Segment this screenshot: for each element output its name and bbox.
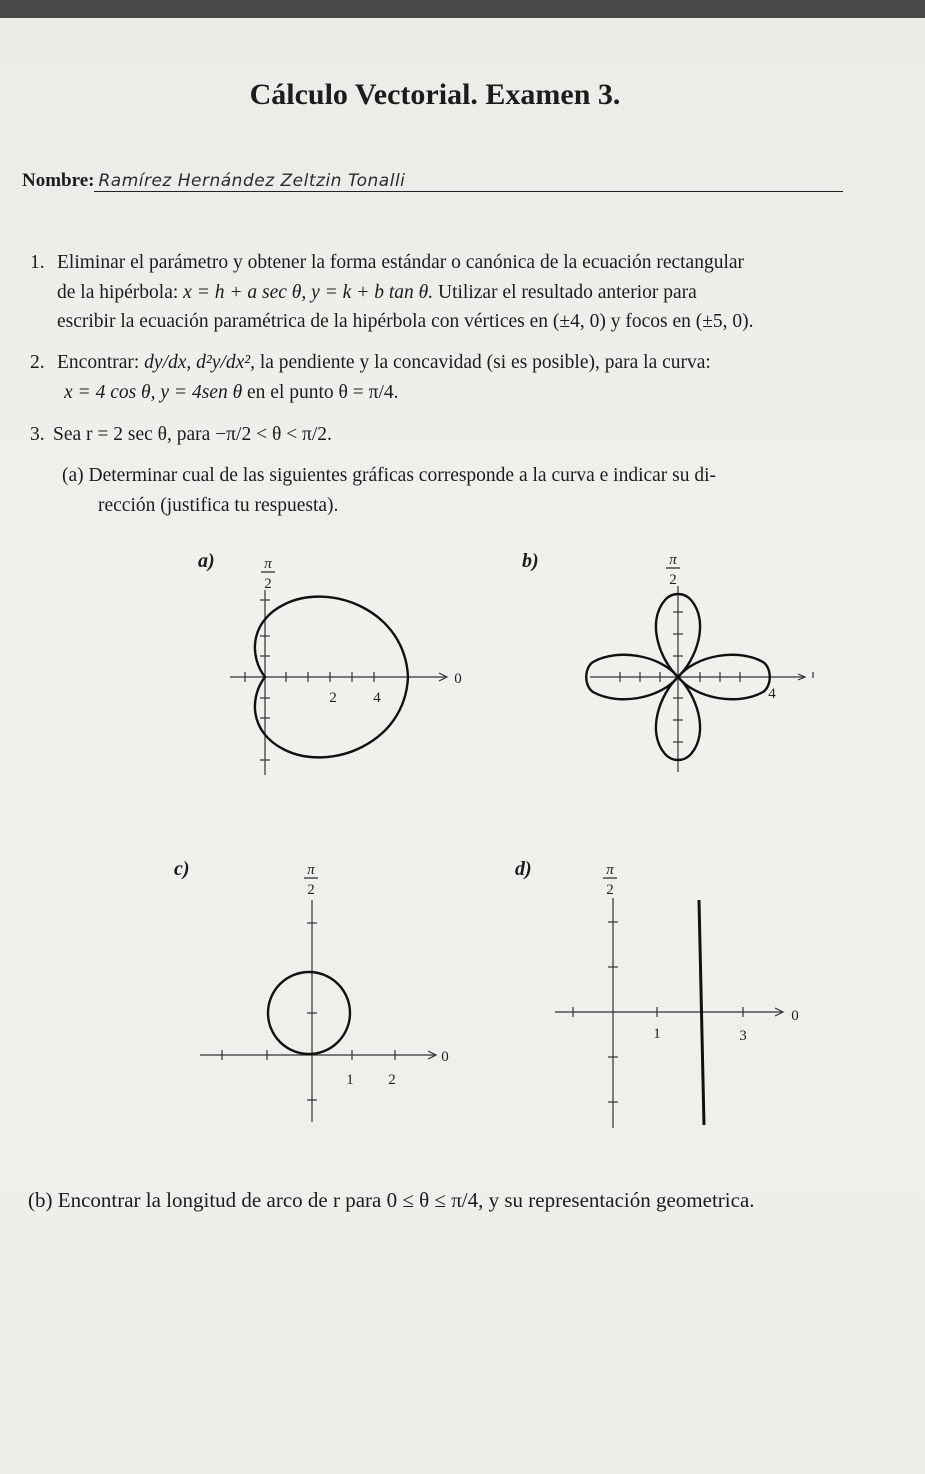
- graph-d-label: d): [515, 858, 532, 880]
- q1-line2: [57, 278, 697, 307]
- q1-line1: Eliminar el parámetro y obtener la forma estándar o canónica de la ecuación rectangular: [57, 252, 745, 273]
- q3-number: 3.: [30, 424, 45, 445]
- graph-b: [560, 550, 830, 780]
- graph-c-label: c): [174, 858, 190, 880]
- graph-c-tick-1: 1: [346, 1072, 354, 1088]
- graph-c-pi: π: [307, 862, 315, 878]
- graph-c-two: 2: [307, 882, 315, 898]
- q1-number: 1.: [30, 252, 45, 273]
- graph-a-label: a): [198, 550, 215, 572]
- q2-line1-text: Encontrar:: [57, 352, 140, 373]
- graph-c-zero: 0: [441, 1049, 449, 1065]
- q1-line2-text-b: Utilizar el resultado anterior para: [438, 282, 697, 303]
- name-row: [22, 170, 862, 192]
- q3b-statement: (b) Encontrar la longitud de arco de r para 0 ≤ θ ≤ π/4, y su representación geometrica.: [28, 1188, 755, 1212]
- q1-line3: escribir la ecuación paramétrica de la hipérbola con vértices en (±4, 0) y focos en (±5, 0).: [57, 311, 754, 332]
- q2-line1: [57, 348, 711, 377]
- q2-derivatives: dy/dx, d²y/dx²,: [144, 352, 255, 373]
- graph-a-two: 2: [264, 576, 272, 592]
- graph-c: [195, 860, 465, 1130]
- graph-d-pi: π: [606, 862, 614, 878]
- graph-d: [545, 860, 815, 1135]
- graph-d-two: 2: [606, 882, 614, 898]
- name-label: Nombre:: [22, 170, 95, 191]
- graph-d-tick-3: 3: [739, 1028, 747, 1044]
- q2-line1-text-b: la pendiente y la concavidad (si es posible), para la curva:: [259, 352, 711, 373]
- graph-d-tick-1: 1: [653, 1026, 661, 1042]
- q2-curve-eq: x = 4 cos θ, y = 4sen θ: [64, 382, 243, 403]
- q2-line2: [64, 378, 399, 407]
- graph-a-pi: π: [264, 556, 272, 572]
- graph-b-label: b): [522, 550, 539, 572]
- graph-d-zero: 0: [791, 1008, 799, 1024]
- graph-a: [220, 550, 480, 780]
- q2-number: 2.: [30, 352, 45, 373]
- q3-statement: Sea r = 2 sec θ, para −π/2 < θ < π/2.: [53, 424, 332, 445]
- q2-point: en el punto θ = π/4.: [247, 382, 399, 403]
- graph-a-zero: 0: [454, 671, 462, 687]
- q3a-line1: (a) Determinar cual de las siguientes gráficas corresponde a la curva e indicar su di-: [62, 465, 717, 486]
- graph-b-two: 2: [669, 572, 677, 588]
- exam-title: Cálculo Vectorial. Examen 3.: [249, 78, 621, 111]
- q1-hyperbola-eq: x = h + a sec θ, y = k + b tan θ.: [183, 282, 434, 303]
- graph-a-tick-2: 2: [329, 690, 337, 706]
- graph-b-pi: π: [669, 552, 677, 568]
- graph-c-tick-2: 2: [388, 1072, 396, 1088]
- q3a-line2: rección (justifica tu respuesta).: [98, 495, 339, 516]
- graph-a-tick-4: 4: [373, 690, 381, 706]
- graph-b-tick-4: 4: [768, 686, 776, 702]
- q1-line2-text: de la hipérbola:: [57, 282, 179, 303]
- name-handwritten: Ramírez Hernández Zeltzin Tonalli: [94, 171, 843, 192]
